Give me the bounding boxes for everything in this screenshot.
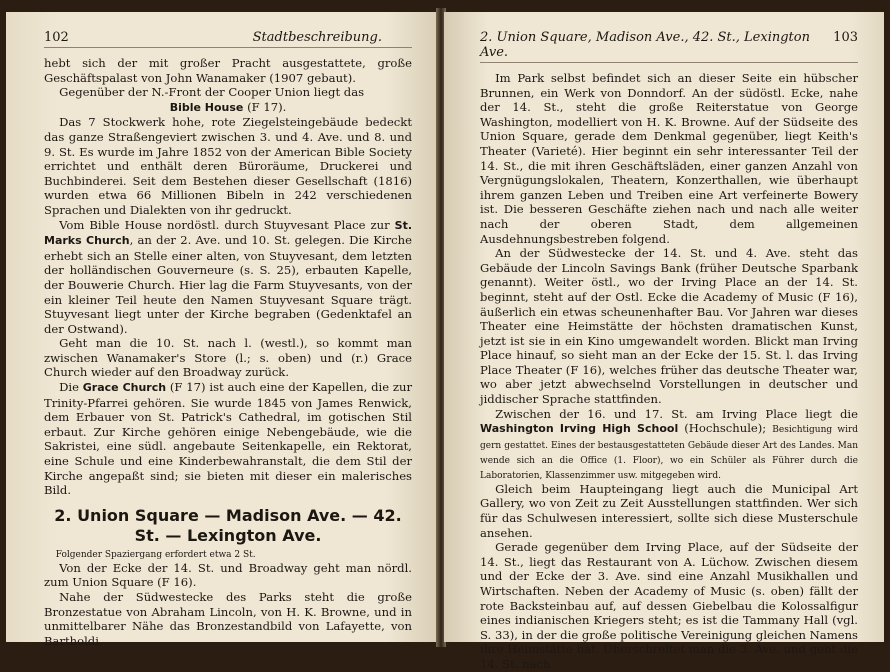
right-page <box>444 12 884 671</box>
right-page-header <box>480 30 858 63</box>
paragraph: Die Grace Church (F 17) ist auch eine der Kapellen, die zur Trinity-Pfarrei gehören. Sie wurde 1845 von James Renwick, dem Erbauer von St. Patrick's Cathedral, im gotischen Stil erbaut. Zur Kirche gehören einige Nebengebäude, wie die Sakristei, eine südl. angebaute Seitenkapelle, ein Rektorat, eine Schule und eine Kinderbewahranstalt, die dem Stil der Kirche angepaßt sind; sie bieten mit dieser ein malerisches Bild. <box>44 380 412 498</box>
place-name-st-marks: St. Marks Church <box>44 218 412 248</box>
paragraph: An der Südwestecke der 14. St. und 4. Ave. steht das Gebäude der Lincoln Savings Bank (früher Deutsche Sparbank genannt). Weiter östl., wo der Irving Place an der 14. St. beginnt, steht auf der Ostl. Ecke die Academy of Music (F 16), äußerlich ein etwas scheunenhafter Bau. Vor Jahren war dieses Theater eine Heimstätte der höchsten dramatischen Kunst, jetzt ist sie in ein Kino umgewandelt worden. Blickt man Irving Place hinauf, so sieht man an der Ecke der 15. St. l. das Irving Place Theater (F 16), welches früher das deutsche Theater war, wo aber jetzt abwechselnd Vorstellungen in deutscher und jiddischer Sprache stattfinden. <box>480 246 858 407</box>
paragraph: Das 7 Stockwerk hohe, rote Ziegelsteingebäude bedeckt das ganze Straßengeviert zwischen 3. und 4. Ave. und 8. und 9. St. Es wurde im Jahre 1852 von der American Bible Society errichtet und enthält deren Büroräume, Druckerei und Buchbinderei. Seit dem Bestehen dieser Gesellschaft (1816) wurden etwa 66 Millionen Bibeln in 242 verschiedenen Sprachen und Dialekten von ihr gedruckt. <box>44 115 412 217</box>
paragraph: Im Park selbst befindet sich an dieser Seite ein hübscher Brunnen, ein Werk von Donndorf. An der südöstl. Ecke, nahe der 14. St., steht die große Reiterstatue von George Washington, modelliert von H. K. Browne. Auf der Südseite des Union Square, gerade dem Denkmal gegenüber, liegt Keith's Theater (Varieté). Hier beginnt ein sehr interessanter Teil der 14. St., die mit ihren Geschäftsläden, einer ganzen Anzahl von Vergnügungslokalen, Theatern, Konzerthallen, wie überhaupt ihrem ganzen Leben und Treiben eine Art verfeinerte Bowery ist. Die besseren Geschäfte ziehen nach und nach alle weiter nach der oberen Stadt, dem allgemeinen Ausdehnungsbestreben folgend. <box>480 71 858 246</box>
paragraph: Gleich beim Haupteingang liegt auch die Municipal Art Gallery, wo von Zeit zu Zeit Ausstellungen stattfinden. Wer sich für das Schulwesen interessiert, sollte sich diese Musterschule ansehen. <box>480 481 858 540</box>
paragraph: Nahe der Südwestecke des Parks steht die große Bronzestatue von Abraham Lincoln, von H. K. Browne, und in unmittelbarer Nähe das Bronzestandbild von Lafayette, von Bartholdi. <box>44 590 412 648</box>
paragraph: Zwischen der 16. und 17. St. am Irving Place liegt die Washington Irving High School (Hochschule); Besichtigung wird gern gestattet. Eines der bestausgestatteten Gebäude dieser Art des Landes. Man wende sich an die Office (1. Floor), wo ein Schüler als Führer durch die Laboratorien, Klassenzimmer usw. mitgegeben wird. <box>480 406 859 481</box>
paragraph: Gegenüber der N.-Front der Cooper Union liegt das Bible House (F 17). <box>59 85 365 114</box>
left-page-header <box>44 30 412 48</box>
paragraph: Von der Ecke der 14. St. und Broadway geht man nördl. zum Union Square (F 16). <box>44 560 412 590</box>
page-number: 102 <box>44 30 69 45</box>
paragraph: Gerade gegenüber dem Irving Place, auf der Südseite der 14. St., liegt das Restaurant von A. Lüchow. Zwischen diesem und der Ecke der 3. Ave. sind eine Anzahl Musikhallen und Wirtschaften. Neben der Academy of Music (s. oben) fällt der rote Backsteinbau auf, auf dessen Giebelbau die Kolossalfigur eines indianischen Kriegers steht; es ist die Tammany Hall (vgl. S. 33), in der die große politische Vereinigung gleichen Namens ihre Heimstätte hat. Überschreitet man die 3. Ave. und geht die 14. St. nach <box>480 540 858 671</box>
running-head: 2. Union Square, Madison Ave., 42. St., Lexington Ave. <box>480 30 810 60</box>
paragraph: hebt sich der mit großer Pracht ausgestattete, große Geschäftspalast von John Wanamaker (1907 gebaut). <box>44 56 412 85</box>
small-print: Besichtigung wird gern gestattet. Eines der bestausgestatteten Gebäude dieser Art des Landes. Man wende sich an die Office (1. Floor), wo ein Schüler als Führer durch die Laboratorien, Klassenzimmer usw. mitgegeben wird. <box>480 425 859 481</box>
running-head: Stadtbeschreibung. <box>252 30 382 45</box>
section-heading: 2. Union Square — Madison Ave. — 42. St. — Lexington Ave. <box>54 505 402 545</box>
paragraph: Vom Bible House nordöstl. durch Stuyvesant Place zur St. Marks Church, an der 2. Ave. und 10. St. gelegen. Die Kirche erhebt sich an Stelle einer alten, von Stuyvesant, dem letzten der holländischen Gouverneure (s. S. 25), erbauten Kapelle, der Bouwerie Church. Hier lag die Farm Stuyvesants, von der ein kleiner Teil heute den Namen Stuyvesant Square trägt. Stuyvesant liegt unter der Kirche begraben (Gedenktafel an der Ostwand). <box>44 217 412 336</box>
place-name-washington-irving: Washington Irving High School <box>480 422 679 436</box>
place-name-grace-church: Grace Church <box>82 381 167 395</box>
left-page <box>6 12 438 648</box>
page-number: 103 <box>833 30 858 45</box>
place-name-bible-house: Bible House <box>169 100 244 114</box>
small-note: Folgender Spaziergang erfordert etwa 2 St. <box>55 549 256 560</box>
paragraph: Geht man die 10. St. nach l. (westl.), so kommt man zwischen Wanamaker's Store (l.; s. oben) und (r.) Grace Church wieder auf den Broadway zurück. <box>44 336 412 380</box>
